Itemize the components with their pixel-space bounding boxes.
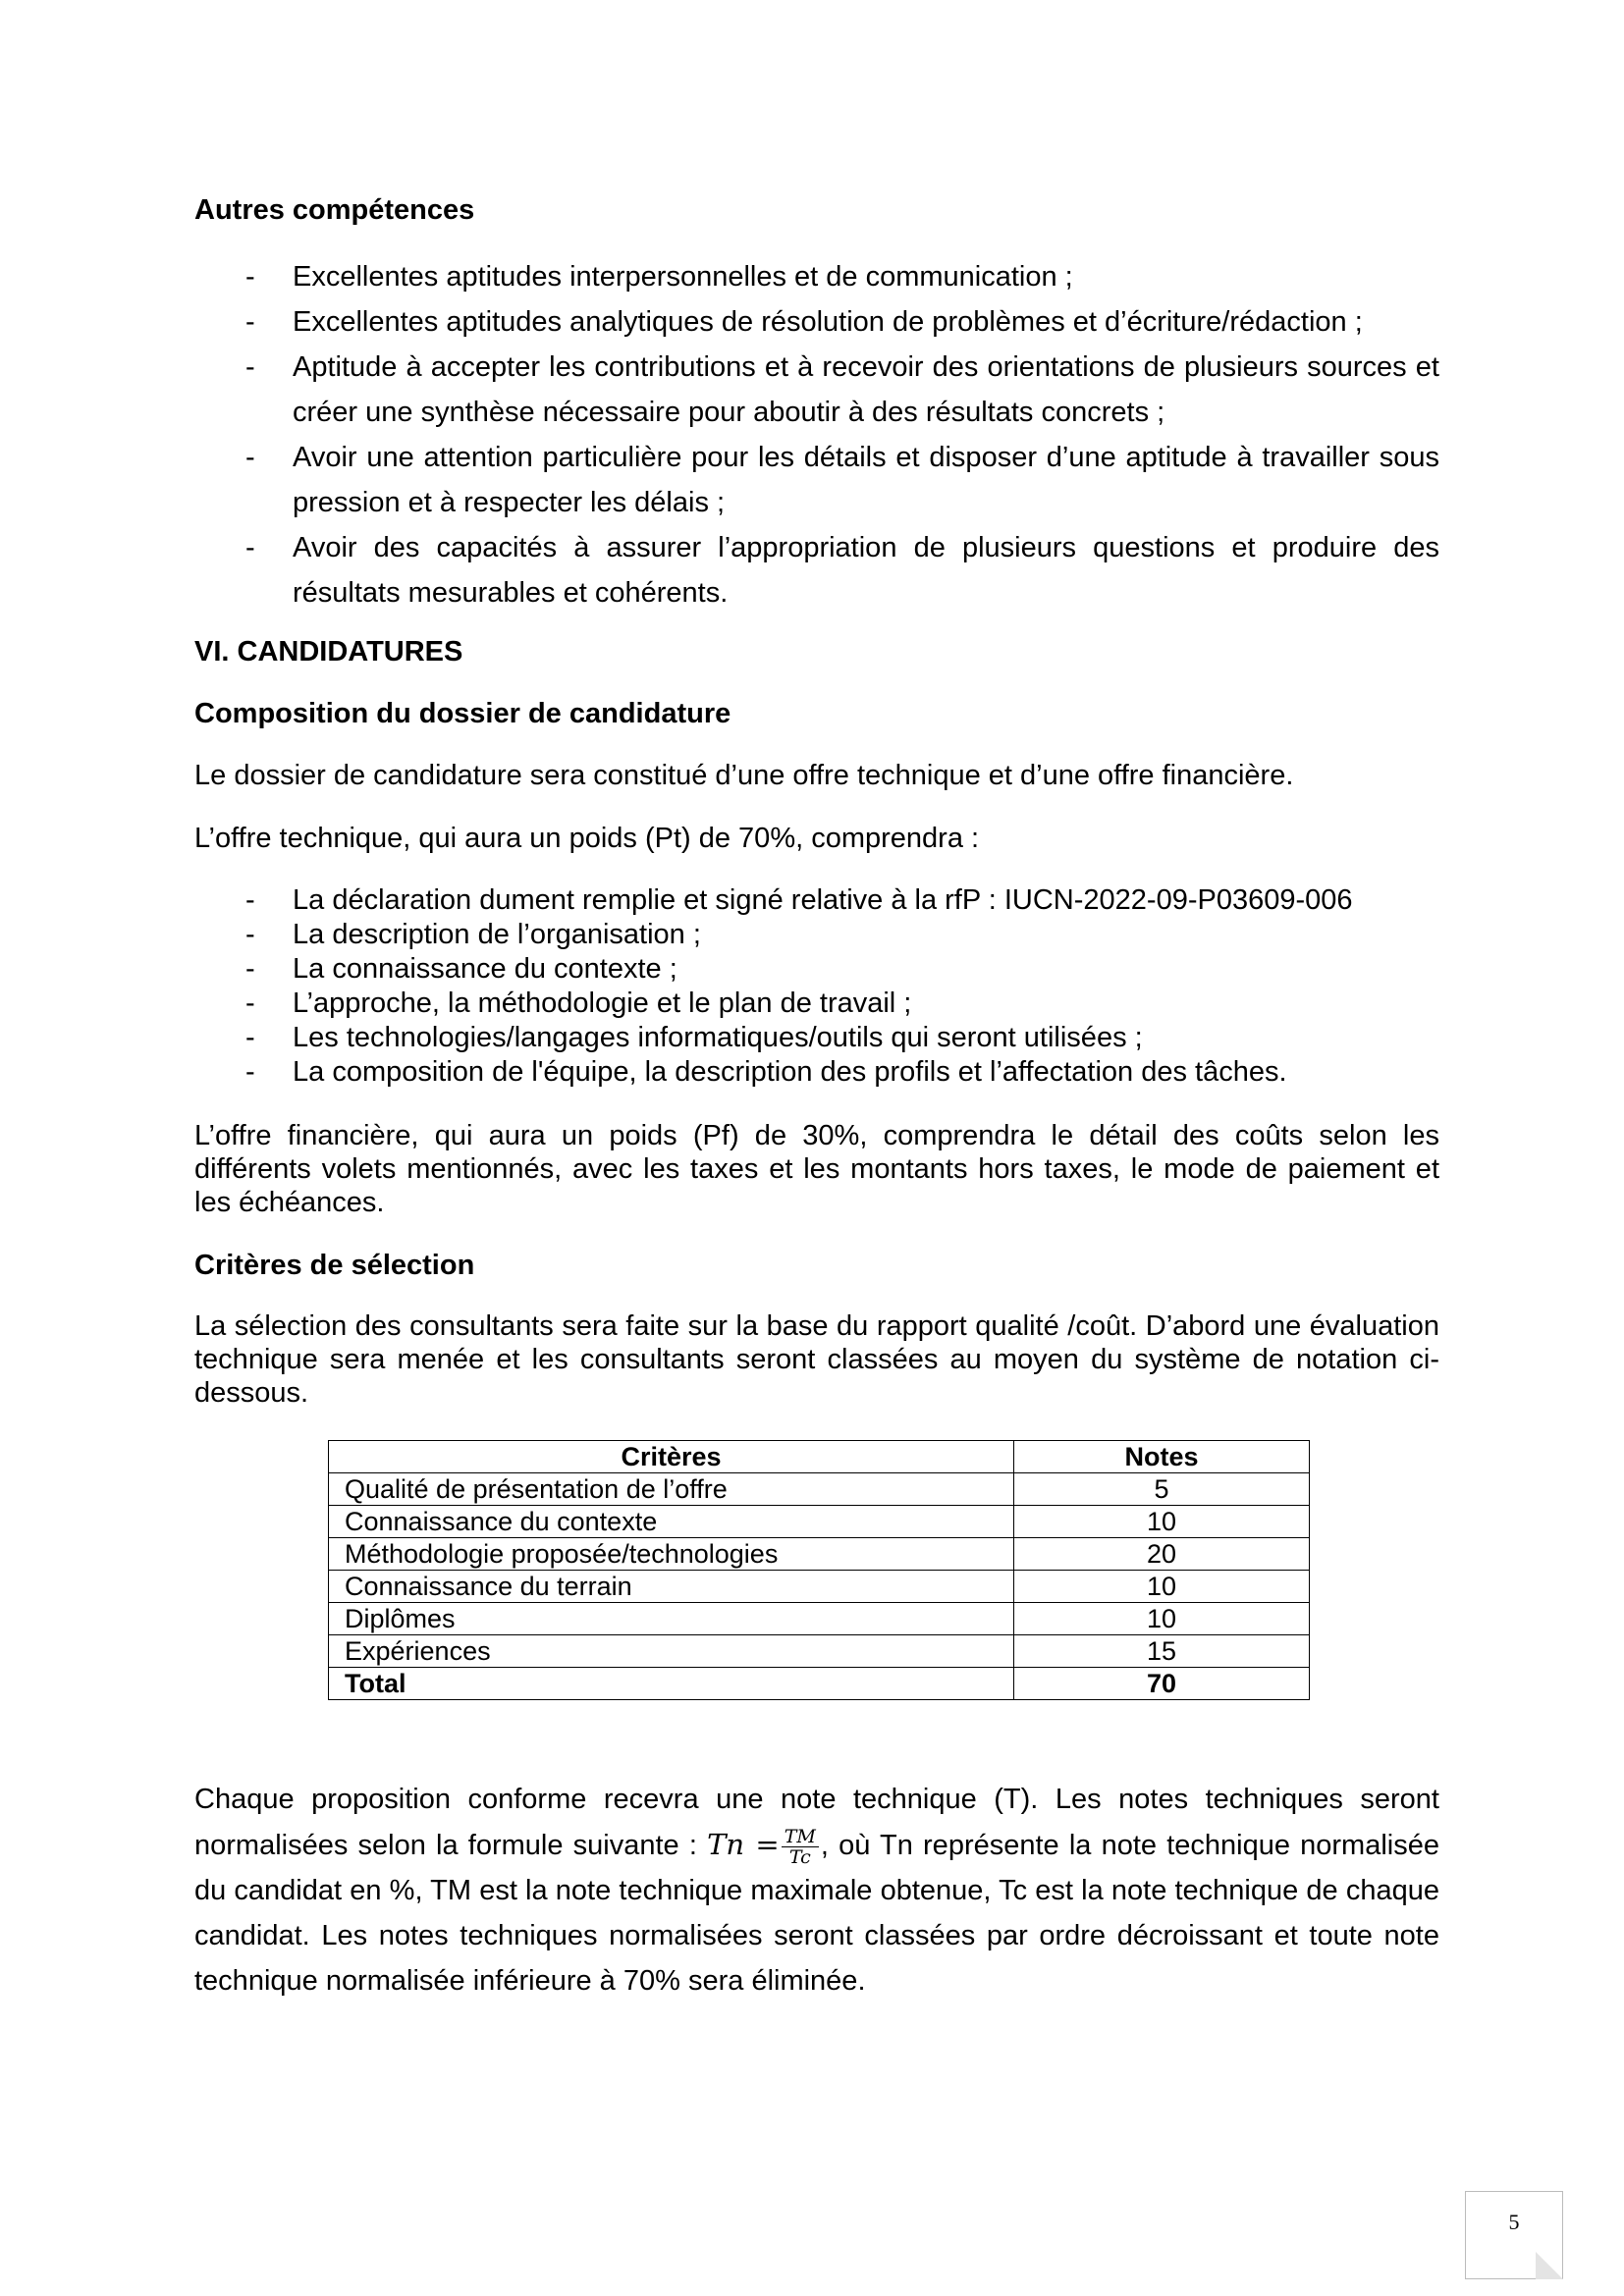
column-header-notes: Notes	[1014, 1441, 1310, 1473]
criteria-cell: Méthodologie proposée/technologies	[329, 1538, 1014, 1571]
criteria-cell: Qualité de présentation de l’offre	[329, 1473, 1014, 1506]
page-number: 5	[1508, 2210, 1520, 2234]
normalization-paragraph: Chaque proposition conforme recevra une note technique (T). Les notes techniques seront normalisées selon la formule suivante : Tn = $\frac{TM}{Tc}$ , où Tn représente la note technique normalisée du candidat en %, TM est la note technique maximale obtenue, Tc est la note technique de chaque candidat. Les notes techniques normalisées seront classées par ordre décroissant et toute note technique normalisée inférieure à 70% sera éliminée.	[194, 1784, 1439, 1997]
list-item: - Excellentes aptitudes interpersonnelles et de communication ;	[245, 261, 1073, 293]
application-intro: Le dossier de candidature sera constitué d’une offre technique et d’une offre financière.	[194, 760, 1294, 791]
criteria-cell: Diplômes	[329, 1603, 1014, 1635]
notes-cell: 10	[1014, 1571, 1310, 1603]
list-item: - La connaissance du contexte ;	[245, 953, 677, 985]
table-row	[329, 1506, 1310, 1538]
page-curl-icon	[1536, 2252, 1563, 2279]
list-item: - L’approche, la méthodologie et le plan de travail ;	[245, 988, 912, 1019]
table-row	[329, 1538, 1310, 1571]
table-row	[329, 1635, 1310, 1668]
notes-cell: 20	[1014, 1538, 1310, 1571]
notes-cell: 5	[1014, 1473, 1310, 1506]
column-header-criteria: Critères	[329, 1441, 1014, 1473]
page-number-badge	[1465, 2191, 1563, 2279]
formula: Tn = $\frac{TM}{Tc}$	[707, 1828, 821, 1861]
list-item: - Excellentes aptitudes analytiques de résolution de problèmes et d’écriture/rédaction ;	[245, 306, 1363, 338]
criteria-cell: Connaissance du terrain	[329, 1571, 1014, 1603]
financial-offer-paragraph: L’offre financière, qui aura un poids (Pf) de 30%, comprendra le détail des coûts selon les différents volets mentionnés, avec les taxes et les montants hors taxes, le mode de paiement et les échéances.	[194, 1120, 1439, 1218]
selection-intro: La sélection des consultants sera faite sur la base du rapport qualité /coût. D’abord une évaluation technique sera menée et les consultants seront classées au moyen du système de notation ci-dessous.	[194, 1310, 1439, 1409]
list-item: - Avoir une attention particulière pour les détails et disposer d’une aptitude à travailler sous pression et à respecter les délais ;	[245, 442, 1439, 518]
list-item: - Les technologies/langages informatiques/outils qui seront utilisées ;	[245, 1022, 1143, 1053]
list-item: - La description de l’organisation ;	[245, 919, 701, 950]
candidatures-heading: VI. CANDIDATURES	[194, 636, 463, 667]
list-item: - La déclaration dument remplie et signé relative à la rfP : IUCN-2022-09-P03609-006	[245, 884, 1353, 916]
criteria-table	[328, 1440, 1310, 1700]
list-item: - La composition de l'équipe, la description des profils et l’affectation des tâches.	[245, 1056, 1287, 1088]
table-total-row	[329, 1668, 1310, 1700]
notes-cell: 15	[1014, 1635, 1310, 1668]
total-label-cell: Total	[329, 1668, 1014, 1700]
criteria-cell: Connaissance du contexte	[329, 1506, 1014, 1538]
list-item: - Avoir des capacités à assurer l’appropriation de plusieurs questions et produire des résultats mesurables et cohérents.	[245, 532, 1439, 609]
application-composition-heading: Composition du dossier de candidature	[194, 698, 731, 729]
notes-cell: 10	[1014, 1603, 1310, 1635]
selection-criteria-heading: Critères de sélection	[194, 1250, 475, 1281]
table-header-row	[329, 1441, 1310, 1473]
technical-offer-list	[194, 883, 1439, 1090]
table-row	[329, 1571, 1310, 1603]
technical-offer-intro: L’offre technique, qui aura un poids (Pt) de 70%, comprendra :	[194, 823, 980, 854]
criteria-cell: Expériences	[329, 1635, 1014, 1668]
list-item: - Aptitude à accepter les contributions et à recevoir des orientations de plusieurs sources et créer une synthèse nécessaire pour aboutir à des résultats concrets ;	[245, 351, 1439, 428]
table-row	[329, 1473, 1310, 1506]
notes-cell: 10	[1014, 1506, 1310, 1538]
table-row	[329, 1603, 1310, 1635]
total-value-cell: 70	[1014, 1668, 1310, 1700]
other-skills-heading: Autres compétences	[194, 194, 475, 226]
other-skills-list	[194, 254, 1439, 615]
